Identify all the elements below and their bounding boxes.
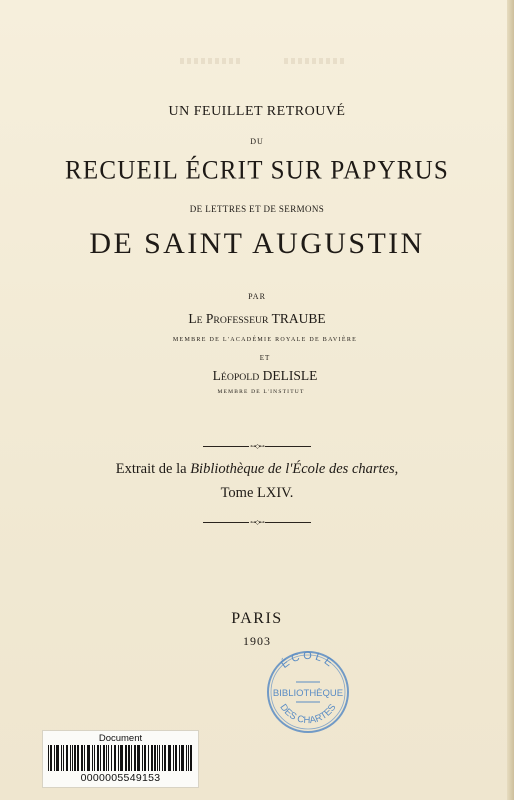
barcode-number: 0000005549153	[80, 772, 161, 784]
bleed-through-mark	[180, 58, 240, 64]
barcode-bars	[47, 745, 194, 771]
extract-line	[0, 461, 514, 478]
stamp-bottom-text: DES CHARTES	[277, 702, 339, 727]
author-2-name: DELISLE	[262, 368, 318, 383]
title-du: DU	[250, 137, 264, 146]
imprint-city: PARIS	[231, 610, 283, 627]
author-2-first-initial: L	[212, 368, 221, 383]
title-line-1: UN FEUILLET RETROUVÉ	[168, 104, 346, 119]
author-1-affiliation: MEMBRE DE L'ACADÉMIE ROYALE DE BAVIÈRE	[172, 337, 358, 343]
author-2	[8, 368, 514, 384]
ornament-divider: ⊶◇⊷	[0, 437, 514, 455]
par-label: PAR	[248, 292, 266, 301]
author-1-prefix-rest: E	[196, 315, 203, 326]
imprint-year: 1903	[243, 634, 271, 648]
author-2-affiliation: MEMBRE DE L'INSTITUT	[217, 389, 305, 395]
author-1-title-rest: ROFESSEUR	[213, 315, 269, 326]
author-1-name: TRAUBE	[271, 311, 326, 326]
barcode-label	[42, 730, 199, 788]
bleed-through-mark	[284, 58, 344, 64]
author-2-first-rest: ÉOPOLD	[220, 372, 260, 383]
ornament-divider: ⊶◇⊷	[0, 513, 514, 531]
stamp-top-text: ÉCOLE	[278, 649, 338, 671]
extract-prefix: Extrait de la	[115, 461, 191, 477]
et-label: ET	[259, 354, 271, 362]
author-1-prefix-initial: L	[188, 311, 197, 326]
page-edge	[507, 0, 514, 800]
extract-journal: Bibliothèque de l'École des chartes	[190, 461, 395, 477]
stamp-middle-text: BIBLIOTHÈQUE	[272, 688, 344, 699]
title-line-2: RECUEIL ÉCRIT SUR PAPYRUS	[64, 156, 450, 185]
library-stamp	[263, 647, 353, 737]
title-line-4: DE SAINT AUGUSTIN	[89, 227, 425, 260]
extract-suffix: ,	[394, 461, 399, 477]
volume-line: Tome LXIV.	[220, 485, 294, 501]
title-line-3: DE LETTRES ET DE SERMONS	[189, 204, 325, 214]
author-1-title-initial: P	[205, 311, 214, 326]
barcode-title: Document	[98, 733, 143, 744]
author-1	[0, 311, 514, 327]
